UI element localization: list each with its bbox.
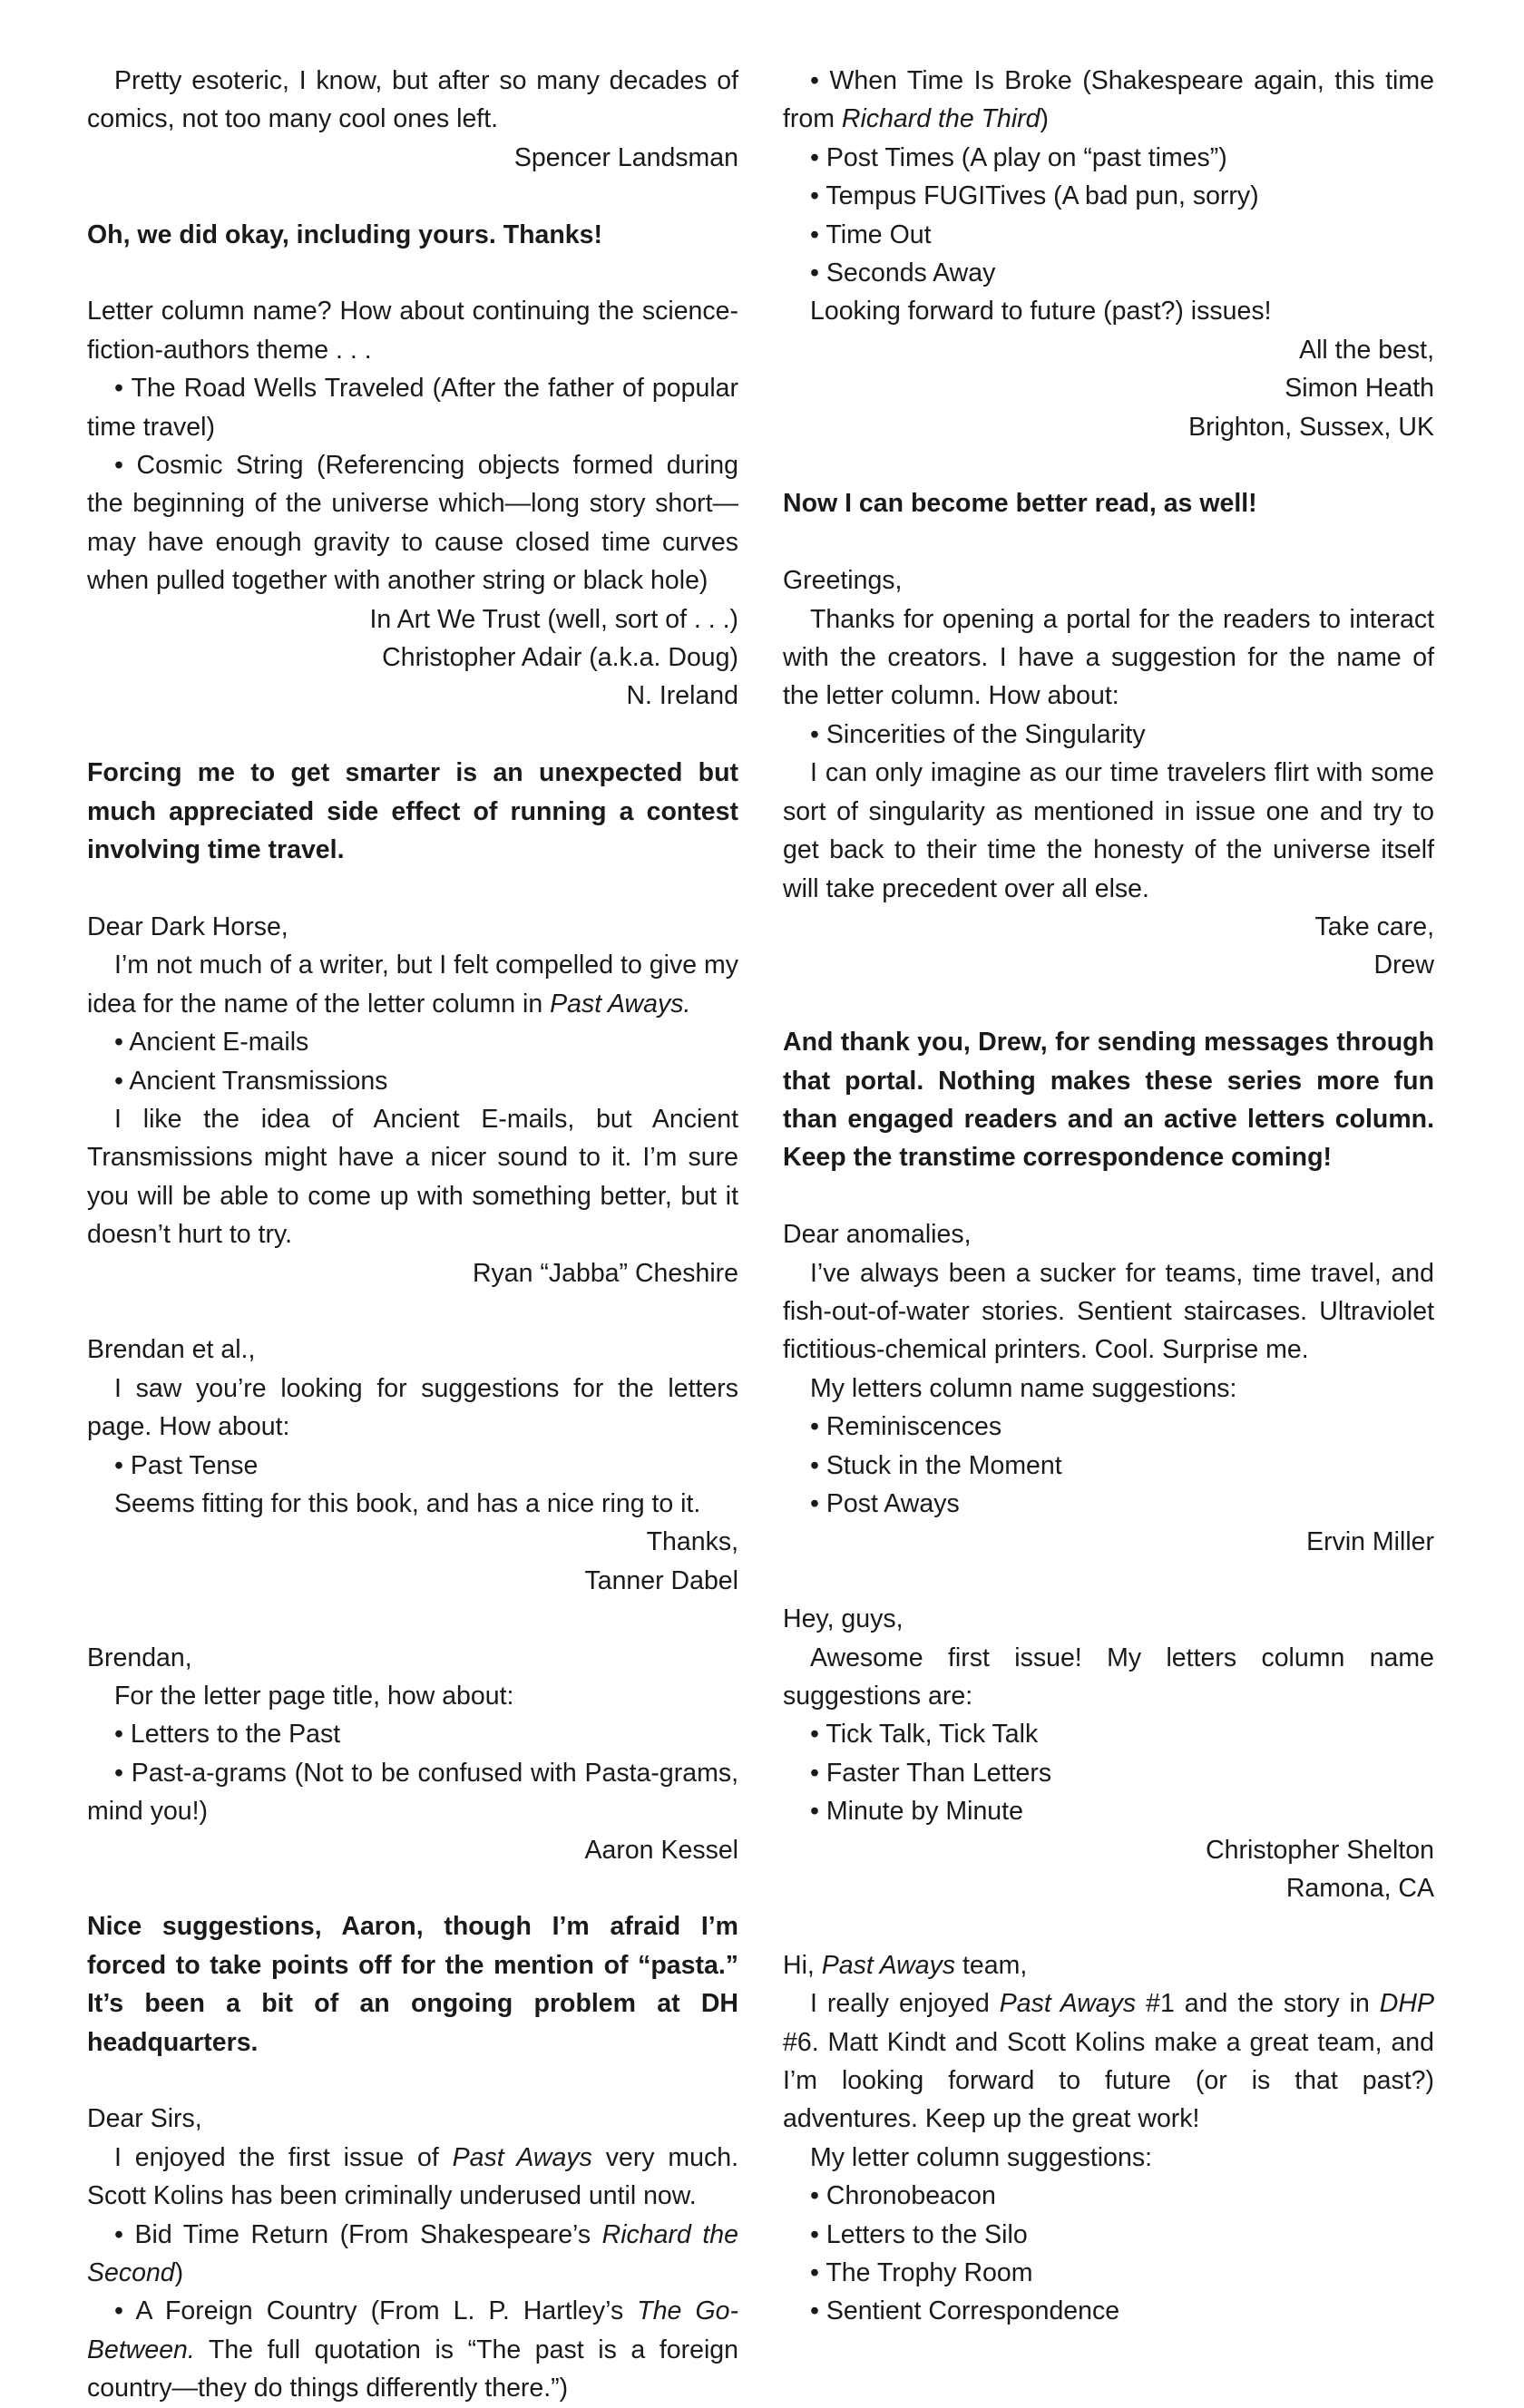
bullet-item: • When Time Is Broke (Shakespeare again, this time from Richard the Third) (783, 66, 1434, 134)
editor-reply: And thank you, Drew, for sending messages through that portal. Nothing makes these series more fun than engaged readers and an active letters column. Keep the transtime correspondence coming! (783, 1028, 1434, 1173)
signature: In Art We Trust (well, sort of . . .) (369, 604, 738, 634)
salutation: Hi, Past Aways team, (783, 1950, 1028, 1980)
letter-text: Pretty esoteric, I know, but after so many decades of comics, not too many cool ones left. (87, 66, 738, 134)
signature: Drew (1373, 951, 1434, 980)
bullet-item: • Stuck in the Moment (810, 1450, 1062, 1480)
signature: Aaron Kessel (584, 1835, 738, 1865)
signature: All the best, (1299, 335, 1434, 365)
bullet-item: • Past-a-grams (Not to be confused with Pasta-grams, mind you!) (87, 1758, 738, 1827)
salutation: Brendan et al., (87, 1335, 256, 1365)
salutation: Greetings, (783, 566, 903, 596)
left-column (87, 62, 738, 2408)
letter-text: Seems fitting for this book, and has a nice ring to it. (114, 1488, 701, 1518)
bullet-item: • Past Tense (114, 1450, 259, 1480)
letter-text: Thanks for opening a portal for the readers to interact with the creators. I have a suggestion for the name of the letter column. How about: (783, 604, 1434, 711)
right-column (783, 62, 1434, 2331)
salutation: Dear Dark Horse, (87, 912, 288, 941)
bullet-item: • Ancient E-mails (114, 1028, 309, 1058)
letter-text: Letter column name? How about continuing the science-fiction-authors theme . . . (87, 297, 738, 365)
bullet-item: • Ancient Transmissions (114, 1066, 388, 1096)
signature: Thanks, (646, 1527, 738, 1557)
bullet-item: • Post Aways (810, 1488, 960, 1518)
letter-text: I can only imagine as our time travelers flirt with some sort of singularity as mentioned in issue one and try to get back to their time the honesty of the universe itself will take precedent over all else. (783, 758, 1434, 903)
editor-reply: Oh, we did okay, including yours. Thanks! (87, 219, 602, 249)
signature: Christopher Shelton (1206, 1835, 1434, 1865)
signature: Ramona, CA (1285, 1874, 1434, 1904)
letter-text: I really enjoyed Past Aways #1 and the story in DHP #6. Matt Kindt and Scott Kolins make a great team, and I’m looking forward to future (or is that past?) adventures. Keep up the great work! (783, 1989, 1434, 2134)
bullet-item: • Reminiscences (810, 1412, 1002, 1442)
signature: Ryan “Jabba” Cheshire (472, 1258, 738, 1288)
editor-reply: Now I can become better read, as well! (783, 489, 1257, 519)
salutation: Dear anomalies, (783, 1220, 972, 1250)
bullet-item: • Bid Time Return (From Shakespeare’s Richard the Second) (87, 2219, 738, 2288)
salutation: Dear Sirs, (87, 2104, 202, 2134)
bullet-item: • Letters to the Silo (810, 2219, 1028, 2249)
signature: Spencer Landsman (513, 142, 738, 172)
signature: Tanner Dabel (584, 1565, 738, 1595)
letter-text: Looking forward to future (past?) issues! (810, 297, 1272, 327)
letter-text: My letter column suggestions: (810, 2142, 1152, 2172)
bullet-item: • A Foreign Country (From L. P. Hartley’s The Go-Between. The full quotation is “The past is a foreign country—they do things differently there.”) (87, 2296, 738, 2403)
letter-text: I like the idea of Ancient E-mails, but Ancient Transmissions might have a nicer sound to it. I’m sure you will be able to come up with something better, but it doesn’t hurt to try. (87, 1104, 738, 1250)
bullet-item: • Time Out (810, 219, 932, 249)
bullet-item: • Post Times (A play on “past times”) (810, 142, 1227, 172)
bullet-item: • Faster Than Letters (810, 1758, 1052, 1788)
signature: Christopher Adair (a.k.a. Doug) (382, 643, 738, 673)
bullet-item: • Letters to the Past (114, 1720, 341, 1750)
letter-text: I enjoyed the first issue of Past Aways very much. Scott Kolins has been criminally underused until now. (87, 2142, 739, 2211)
signature: Ervin Miller (1306, 1527, 1434, 1557)
bullet-item: • Tempus FUGITives (A bad pun, sorry) (810, 181, 1259, 211)
signature: Simon Heath (1285, 374, 1434, 404)
bullet-item: • Minute by Minute (810, 1797, 1023, 1827)
bullet-item: • Tick Talk, Tick Talk (810, 1720, 1039, 1750)
bullet-item: • The Trophy Room (810, 2258, 1033, 2288)
letter-text: For the letter page title, how about: (114, 1681, 514, 1711)
signature: Take care, (1314, 912, 1434, 941)
bullet-item: • Cosmic String (Referencing objects formed during the beginning of the universe which—long story short—may have enough gravity to cause closed time curves when pulled together with another string or black hole) (87, 451, 738, 596)
salutation: Hey, guys, (783, 1604, 904, 1634)
editor-reply: Forcing me to get smarter is an unexpected but much appreciated side effect of running a contest involving time travel. (87, 758, 738, 865)
letter-text: I’m not much of a writer, but I felt compelled to give my idea for the name of the letter column in Past Aways. (87, 951, 738, 1019)
letter-text: Awesome first issue! My letters column name suggestions are: (783, 1643, 1434, 1711)
letter-text: I saw you’re looking for suggestions for the letters page. How about: (87, 1373, 738, 1442)
bullet-item: • Seconds Away (810, 258, 996, 288)
signature: N. Ireland (626, 681, 738, 711)
bullet-item: • Chronobeacon (810, 2181, 996, 2211)
letter-text: My letters column name suggestions: (810, 1373, 1237, 1403)
signature: Brighton, Sussex, UK (1188, 412, 1434, 442)
bullet-item: • Sentient Correspondence (810, 2296, 1120, 2326)
letter-text: I’ve always been a sucker for teams, time travel, and fish-out-of-water stories. Sentient staircases. Ultraviolet fictitious-chemical printers. Cool. Surprise me. (783, 1258, 1434, 1365)
bullet-item: • The Road Wells Traveled (After the father of popular time travel) (87, 374, 738, 442)
salutation: Brendan, (87, 1643, 192, 1672)
bullet-item: • Sincerities of the Singularity (810, 719, 1146, 749)
editor-reply: Nice suggestions, Aaron, though I’m afraid I’m forced to take points off for the mention of “pasta.” It’s been a bit of an ongoing problem at DH headquarters. (87, 1912, 738, 2057)
